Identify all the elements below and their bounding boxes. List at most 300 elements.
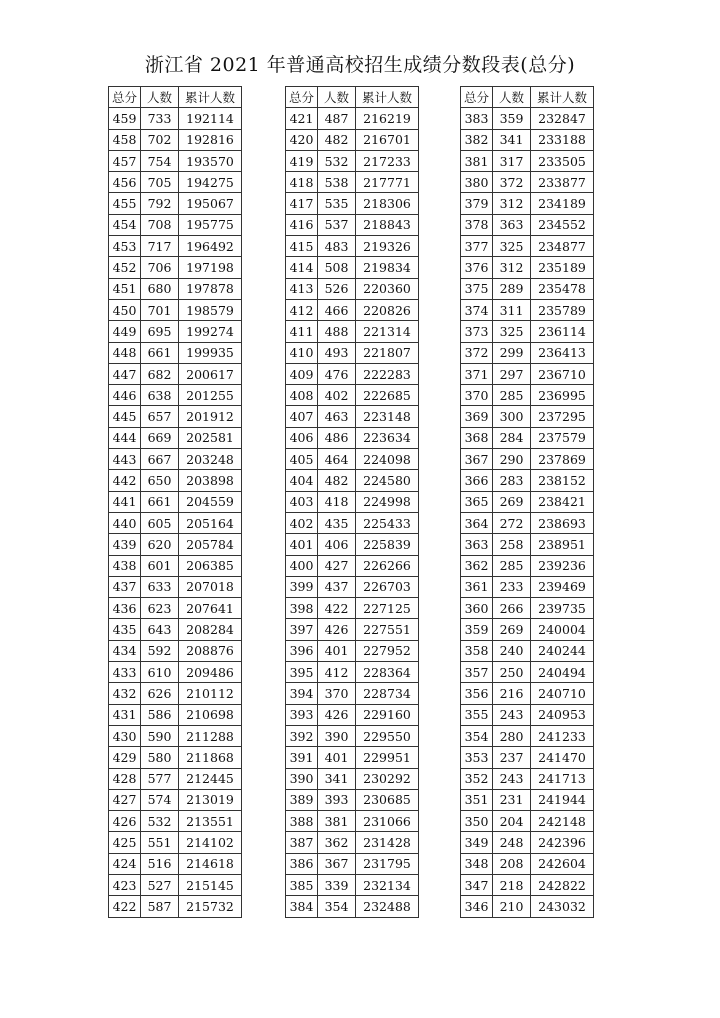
table-row <box>109 662 242 683</box>
cell-score: 415 <box>286 236 318 257</box>
table-row <box>286 363 419 384</box>
cell-count: 289 <box>493 278 531 299</box>
table-row <box>286 236 419 257</box>
cell-score: 435 <box>109 619 141 640</box>
cell-count: 266 <box>493 598 531 619</box>
cell-cumulative: 238693 <box>531 512 594 533</box>
cell-score: 450 <box>109 299 141 320</box>
cell-cumulative: 215145 <box>179 874 242 895</box>
table-row <box>461 385 594 406</box>
table-row <box>286 512 419 533</box>
cell-count: 574 <box>141 789 179 810</box>
cell-cumulative: 232847 <box>531 108 594 129</box>
cell-score: 351 <box>461 789 493 810</box>
cell-count: 363 <box>493 214 531 235</box>
cell-count: 486 <box>318 427 356 448</box>
cell-cumulative: 233188 <box>531 129 594 150</box>
header-cumulative: 累计人数 <box>179 87 242 108</box>
cell-score: 383 <box>461 108 493 129</box>
cell-cumulative: 196492 <box>179 236 242 257</box>
cell-score: 354 <box>461 725 493 746</box>
cell-count: 250 <box>493 662 531 683</box>
table-row <box>461 789 594 810</box>
table-row <box>286 427 419 448</box>
cell-cumulative: 235789 <box>531 299 594 320</box>
cell-cumulative: 240004 <box>531 619 594 640</box>
table-row <box>461 747 594 768</box>
header-score: 总分 <box>109 87 141 108</box>
cell-score: 445 <box>109 406 141 427</box>
cell-score: 348 <box>461 853 493 874</box>
table-row <box>109 619 242 640</box>
cell-cumulative: 219326 <box>356 236 419 257</box>
cell-count: 393 <box>318 789 356 810</box>
cell-score: 431 <box>109 704 141 725</box>
cell-count: 311 <box>493 299 531 320</box>
cell-score: 364 <box>461 512 493 533</box>
cell-score: 442 <box>109 470 141 491</box>
cell-count: 601 <box>141 555 179 576</box>
table-row <box>286 470 419 491</box>
cell-cumulative: 218306 <box>356 193 419 214</box>
cell-count: 372 <box>493 172 531 193</box>
cell-cumulative: 225433 <box>356 512 419 533</box>
table-row <box>461 662 594 683</box>
cell-score: 420 <box>286 129 318 150</box>
cell-count: 702 <box>141 129 179 150</box>
table-row <box>461 342 594 363</box>
cell-cumulative: 241713 <box>531 768 594 789</box>
table-row <box>461 236 594 257</box>
cell-score: 416 <box>286 214 318 235</box>
cell-count: 300 <box>493 406 531 427</box>
cell-cumulative: 228364 <box>356 662 419 683</box>
cell-count: 412 <box>318 662 356 683</box>
table-row <box>286 832 419 853</box>
table-row <box>109 278 242 299</box>
cell-cumulative: 234189 <box>531 193 594 214</box>
cell-cumulative: 207018 <box>179 576 242 597</box>
cell-cumulative: 232488 <box>356 896 419 917</box>
cell-score: 436 <box>109 598 141 619</box>
header-cumulative: 累计人数 <box>356 87 419 108</box>
cell-cumulative: 234552 <box>531 214 594 235</box>
cell-score: 369 <box>461 406 493 427</box>
cell-cumulative: 242604 <box>531 853 594 874</box>
table-row <box>461 129 594 150</box>
cell-count: 218 <box>493 874 531 895</box>
cell-cumulative: 240494 <box>531 662 594 683</box>
cell-count: 280 <box>493 725 531 746</box>
cell-cumulative: 237579 <box>531 427 594 448</box>
table-row <box>109 576 242 597</box>
cell-count: 482 <box>318 470 356 491</box>
cell-score: 395 <box>286 662 318 683</box>
cell-cumulative: 242822 <box>531 874 594 895</box>
table-row <box>286 555 419 576</box>
cell-score: 362 <box>461 555 493 576</box>
cell-score: 387 <box>286 832 318 853</box>
cell-count: 516 <box>141 853 179 874</box>
table-row <box>286 342 419 363</box>
table-row <box>286 619 419 640</box>
table-row <box>461 640 594 661</box>
cell-count: 269 <box>493 619 531 640</box>
cell-count: 402 <box>318 385 356 406</box>
cell-cumulative: 236114 <box>531 321 594 342</box>
cell-count: 535 <box>318 193 356 214</box>
table-row <box>461 321 594 342</box>
table-row <box>286 662 419 683</box>
cell-score: 368 <box>461 427 493 448</box>
cell-score: 427 <box>109 789 141 810</box>
cell-cumulative: 206385 <box>179 555 242 576</box>
cell-score: 412 <box>286 299 318 320</box>
cell-score: 421 <box>286 108 318 129</box>
cell-score: 378 <box>461 214 493 235</box>
table-row <box>286 747 419 768</box>
score-table-1 <box>108 86 242 918</box>
cell-score: 444 <box>109 427 141 448</box>
cell-cumulative: 209486 <box>179 662 242 683</box>
cell-count: 422 <box>318 598 356 619</box>
cell-cumulative: 221314 <box>356 321 419 342</box>
cell-cumulative: 239469 <box>531 576 594 597</box>
cell-cumulative: 203898 <box>179 470 242 491</box>
cell-cumulative: 229550 <box>356 725 419 746</box>
table-header-row <box>461 87 594 108</box>
table-row <box>286 768 419 789</box>
cell-cumulative: 216219 <box>356 108 419 129</box>
cell-score: 405 <box>286 449 318 470</box>
cell-score: 403 <box>286 491 318 512</box>
cell-score: 433 <box>109 662 141 683</box>
cell-score: 358 <box>461 640 493 661</box>
cell-count: 290 <box>493 449 531 470</box>
cell-score: 439 <box>109 534 141 555</box>
cell-score: 380 <box>461 172 493 193</box>
cell-count: 299 <box>493 342 531 363</box>
cell-count: 605 <box>141 512 179 533</box>
cell-score: 396 <box>286 640 318 661</box>
cell-count: 312 <box>493 193 531 214</box>
cell-score: 457 <box>109 150 141 171</box>
cell-count: 354 <box>318 896 356 917</box>
table-row <box>461 619 594 640</box>
table-row <box>461 172 594 193</box>
table-row <box>461 725 594 746</box>
cell-count: 643 <box>141 619 179 640</box>
table-row <box>461 555 594 576</box>
score-table-3 <box>460 86 594 918</box>
cell-count: 669 <box>141 427 179 448</box>
cell-cumulative: 199935 <box>179 342 242 363</box>
cell-count: 325 <box>493 236 531 257</box>
table-row <box>286 257 419 278</box>
cell-count: 537 <box>318 214 356 235</box>
cell-cumulative: 218843 <box>356 214 419 235</box>
cell-cumulative: 224998 <box>356 491 419 512</box>
table-row <box>286 598 419 619</box>
cell-count: 488 <box>318 321 356 342</box>
header-count: 人数 <box>141 87 179 108</box>
cell-count: 272 <box>493 512 531 533</box>
table-row <box>286 725 419 746</box>
table-row <box>286 406 419 427</box>
cell-score: 448 <box>109 342 141 363</box>
cell-score: 408 <box>286 385 318 406</box>
cell-score: 438 <box>109 555 141 576</box>
cell-count: 437 <box>318 576 356 597</box>
table-row <box>461 470 594 491</box>
table-row <box>286 150 419 171</box>
cell-cumulative: 207641 <box>179 598 242 619</box>
cell-count: 587 <box>141 896 179 917</box>
cell-cumulative: 233505 <box>531 150 594 171</box>
cell-cumulative: 236710 <box>531 363 594 384</box>
cell-cumulative: 202581 <box>179 427 242 448</box>
cell-score: 355 <box>461 704 493 725</box>
table-row <box>109 427 242 448</box>
cell-cumulative: 241470 <box>531 747 594 768</box>
cell-cumulative: 217771 <box>356 172 419 193</box>
cell-count: 210 <box>493 896 531 917</box>
cell-score: 375 <box>461 278 493 299</box>
cell-score: 388 <box>286 811 318 832</box>
cell-score: 422 <box>109 896 141 917</box>
cell-count: 312 <box>493 257 531 278</box>
cell-count: 341 <box>493 129 531 150</box>
table-row <box>461 598 594 619</box>
cell-cumulative: 233877 <box>531 172 594 193</box>
cell-count: 426 <box>318 704 356 725</box>
table-row <box>109 853 242 874</box>
table-row <box>461 108 594 129</box>
cell-count: 538 <box>318 172 356 193</box>
cell-count: 216 <box>493 683 531 704</box>
cell-cumulative: 197198 <box>179 257 242 278</box>
cell-count: 243 <box>493 768 531 789</box>
cell-count: 427 <box>318 555 356 576</box>
cell-score: 410 <box>286 342 318 363</box>
table-row <box>286 896 419 917</box>
cell-count: 526 <box>318 278 356 299</box>
cell-count: 633 <box>141 576 179 597</box>
cell-score: 449 <box>109 321 141 342</box>
cell-count: 701 <box>141 299 179 320</box>
cell-count: 208 <box>493 853 531 874</box>
cell-cumulative: 215732 <box>179 896 242 917</box>
cell-cumulative: 238951 <box>531 534 594 555</box>
table-row <box>109 363 242 384</box>
cell-count: 426 <box>318 619 356 640</box>
cell-cumulative: 217233 <box>356 150 419 171</box>
cell-count: 285 <box>493 555 531 576</box>
cell-score: 372 <box>461 342 493 363</box>
table-row <box>109 236 242 257</box>
table-row <box>461 896 594 917</box>
cell-cumulative: 223634 <box>356 427 419 448</box>
table-row <box>109 789 242 810</box>
cell-cumulative: 227125 <box>356 598 419 619</box>
cell-score: 400 <box>286 555 318 576</box>
table-row <box>286 129 419 150</box>
cell-score: 374 <box>461 299 493 320</box>
cell-cumulative: 227551 <box>356 619 419 640</box>
cell-score: 361 <box>461 576 493 597</box>
cell-score: 418 <box>286 172 318 193</box>
table-row <box>109 534 242 555</box>
cell-count: 362 <box>318 832 356 853</box>
cell-score: 359 <box>461 619 493 640</box>
cell-cumulative: 205784 <box>179 534 242 555</box>
cell-count: 580 <box>141 747 179 768</box>
cell-score: 409 <box>286 363 318 384</box>
cell-cumulative: 241233 <box>531 725 594 746</box>
table-row <box>286 449 419 470</box>
cell-count: 341 <box>318 768 356 789</box>
cell-score: 386 <box>286 853 318 874</box>
cell-count: 483 <box>318 236 356 257</box>
cell-cumulative: 226266 <box>356 555 419 576</box>
cell-score: 379 <box>461 193 493 214</box>
table-row <box>109 704 242 725</box>
cell-count: 657 <box>141 406 179 427</box>
cell-cumulative: 204559 <box>179 491 242 512</box>
cell-score: 377 <box>461 236 493 257</box>
cell-score: 370 <box>461 385 493 406</box>
header-score: 总分 <box>461 87 493 108</box>
table-row <box>461 534 594 555</box>
cell-score: 432 <box>109 683 141 704</box>
cell-cumulative: 195775 <box>179 214 242 235</box>
score-table-2 <box>285 86 419 918</box>
cell-score: 454 <box>109 214 141 235</box>
cell-count: 463 <box>318 406 356 427</box>
table-row <box>109 214 242 235</box>
cell-cumulative: 227952 <box>356 640 419 661</box>
cell-score: 384 <box>286 896 318 917</box>
cell-cumulative: 201912 <box>179 406 242 427</box>
cell-score: 349 <box>461 832 493 853</box>
cell-score: 452 <box>109 257 141 278</box>
cell-count: 237 <box>493 747 531 768</box>
table-row <box>109 512 242 533</box>
cell-score: 399 <box>286 576 318 597</box>
cell-score: 373 <box>461 321 493 342</box>
cell-count: 733 <box>141 108 179 129</box>
cell-cumulative: 219834 <box>356 257 419 278</box>
cell-score: 353 <box>461 747 493 768</box>
cell-score: 451 <box>109 278 141 299</box>
cell-cumulative: 237869 <box>531 449 594 470</box>
cell-score: 428 <box>109 768 141 789</box>
cell-count: 508 <box>318 257 356 278</box>
cell-score: 441 <box>109 491 141 512</box>
cell-count: 586 <box>141 704 179 725</box>
table-row <box>286 278 419 299</box>
cell-cumulative: 200617 <box>179 363 242 384</box>
table-row <box>109 640 242 661</box>
cell-score: 389 <box>286 789 318 810</box>
table-row <box>109 811 242 832</box>
cell-score: 456 <box>109 172 141 193</box>
table-row <box>461 768 594 789</box>
cell-count: 493 <box>318 342 356 363</box>
cell-cumulative: 240244 <box>531 640 594 661</box>
table-row <box>109 725 242 746</box>
table-row <box>109 172 242 193</box>
cell-score: 402 <box>286 512 318 533</box>
cell-score: 398 <box>286 598 318 619</box>
table-row <box>286 789 419 810</box>
cell-count: 661 <box>141 342 179 363</box>
cell-cumulative: 194275 <box>179 172 242 193</box>
cell-cumulative: 199274 <box>179 321 242 342</box>
cell-count: 708 <box>141 214 179 235</box>
cell-count: 381 <box>318 811 356 832</box>
cell-score: 381 <box>461 150 493 171</box>
cell-score: 366 <box>461 470 493 491</box>
table-row <box>461 449 594 470</box>
table-row <box>109 257 242 278</box>
table-row <box>286 576 419 597</box>
table-row <box>109 598 242 619</box>
table-row <box>461 683 594 704</box>
cell-cumulative: 201255 <box>179 385 242 406</box>
cell-count: 390 <box>318 725 356 746</box>
cell-cumulative: 230685 <box>356 789 419 810</box>
cell-score: 357 <box>461 662 493 683</box>
table-row <box>461 832 594 853</box>
cell-cumulative: 213551 <box>179 811 242 832</box>
cell-count: 487 <box>318 108 356 129</box>
table-row <box>109 150 242 171</box>
cell-cumulative: 210698 <box>179 704 242 725</box>
cell-score: 455 <box>109 193 141 214</box>
table-row <box>461 299 594 320</box>
cell-cumulative: 212445 <box>179 768 242 789</box>
cell-count: 243 <box>493 704 531 725</box>
cell-count: 317 <box>493 150 531 171</box>
table-row <box>286 874 419 895</box>
cell-score: 437 <box>109 576 141 597</box>
table-row <box>286 385 419 406</box>
cell-score: 371 <box>461 363 493 384</box>
cell-score: 447 <box>109 363 141 384</box>
cell-cumulative: 240953 <box>531 704 594 725</box>
cell-count: 258 <box>493 534 531 555</box>
table-row <box>461 704 594 725</box>
cell-count: 248 <box>493 832 531 853</box>
cell-cumulative: 237295 <box>531 406 594 427</box>
table-row <box>461 576 594 597</box>
cell-count: 592 <box>141 640 179 661</box>
cell-cumulative: 222283 <box>356 363 419 384</box>
table-row <box>109 896 242 917</box>
table-row <box>461 512 594 533</box>
cell-score: 393 <box>286 704 318 725</box>
cell-count: 527 <box>141 874 179 895</box>
table-header-row <box>286 87 419 108</box>
cell-score: 443 <box>109 449 141 470</box>
table-row <box>461 193 594 214</box>
cell-count: 464 <box>318 449 356 470</box>
cell-cumulative: 229951 <box>356 747 419 768</box>
table-row <box>461 427 594 448</box>
cell-count: 792 <box>141 193 179 214</box>
cell-cumulative: 213019 <box>179 789 242 810</box>
